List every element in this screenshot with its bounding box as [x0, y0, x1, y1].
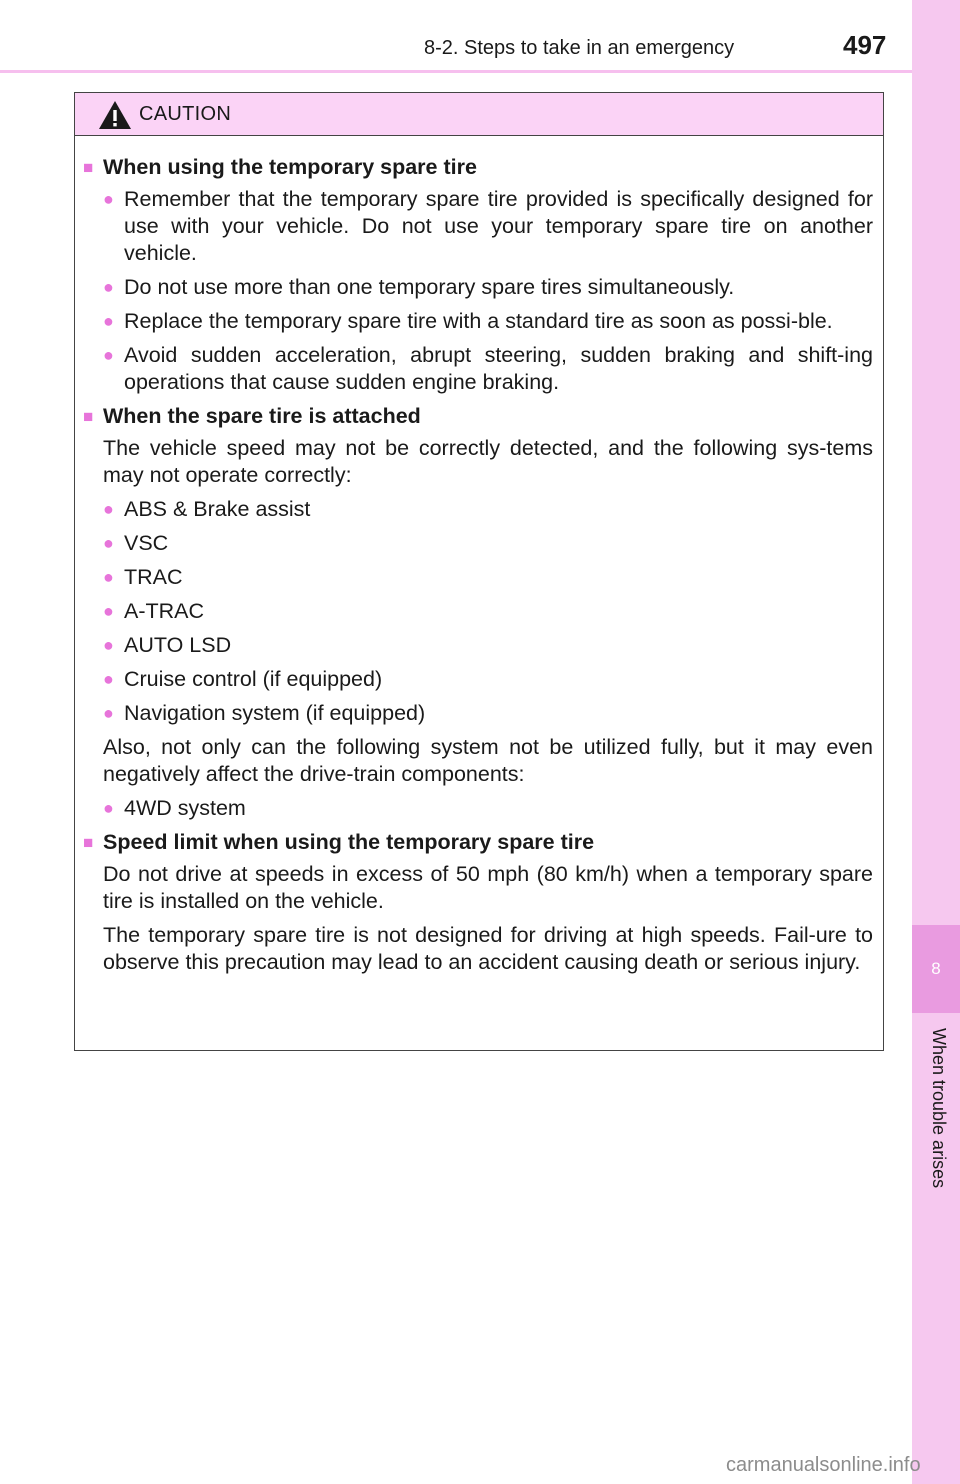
list-item-text: VSC	[124, 531, 169, 555]
list-item-text: Replace the temporary spare tire with a standard tire as soon as possi-ble.	[124, 309, 833, 333]
paragraph: Do not drive at speeds in excess of 50 mph (80 km/h) when a temporary spare tire is installed on the vehicle.	[103, 862, 873, 913]
square-bullet-icon: ■	[83, 158, 94, 177]
chapter-title: When trouble arises	[929, 1028, 949, 1189]
dot-bullet-icon: ●	[103, 189, 114, 209]
list-item-text: A-TRAC	[124, 599, 205, 623]
chapter-number: 8	[912, 925, 960, 1013]
list-item	[103, 342, 873, 396]
list-item-text: ABS & Brake assist	[124, 497, 311, 521]
section-heading-text: Speed limit when using the temporary spare tire	[103, 830, 595, 854]
paragraph: Also, not only can the following system not be utilized fully, but it may even negatively affect the drive-train components:	[103, 735, 873, 786]
list-item	[103, 564, 873, 591]
dot-bullet-icon: ●	[103, 669, 114, 689]
paragraph: The vehicle speed may not be correctly detected, and the following sys-tems may not operate correctly:	[103, 436, 873, 487]
list-item-text: 4WD system	[124, 796, 246, 820]
caution-body	[75, 136, 883, 976]
section-title: 8-2. Steps to take in an emergency	[424, 37, 735, 59]
dot-bullet-icon: ●	[103, 703, 114, 723]
dot-bullet-icon: ●	[103, 533, 114, 553]
list-item	[103, 308, 873, 335]
list-item-text: Cruise control (if equipped)	[124, 667, 383, 691]
dot-bullet-icon: ●	[103, 345, 114, 365]
section-heading	[83, 829, 873, 856]
list-item-text: Remember that the temporary spare tire provided is specifically designed for use with your vehicle. Do not use your temporary spare tire on another vehicle.	[124, 187, 873, 265]
section-heading	[83, 403, 873, 430]
section-heading-text: When using the temporary spare tire	[103, 155, 477, 179]
square-bullet-icon: ■	[83, 407, 94, 426]
dot-bullet-icon: ●	[103, 601, 114, 621]
chapter-side-tab	[912, 0, 960, 1484]
section-heading-text: When the spare tire is attached	[103, 404, 421, 428]
list-item	[103, 632, 873, 659]
list-item-text: AUTO LSD	[124, 633, 232, 657]
list-item	[103, 598, 873, 625]
watermark: carmanualsonline.info	[726, 1454, 921, 1476]
dot-bullet-icon: ●	[103, 635, 114, 655]
list-item	[103, 700, 873, 727]
square-bullet-icon: ■	[83, 833, 94, 852]
list-item	[103, 666, 873, 693]
caution-header	[75, 93, 883, 136]
list-item-text: Avoid sudden acceleration, abrupt steering, sudden braking and shift-ing operations that cause sudden engine braking.	[124, 343, 873, 394]
list-item	[103, 496, 873, 523]
list-item-text: Do not use more than one temporary spare tires simultaneously.	[124, 275, 735, 299]
section-heading	[83, 154, 873, 181]
header-rule	[0, 70, 912, 73]
dot-bullet-icon: ●	[103, 567, 114, 587]
list-item	[103, 274, 873, 301]
list-item-text: Navigation system (if equipped)	[124, 701, 426, 725]
page-number: 497	[843, 30, 887, 60]
dot-bullet-icon: ●	[103, 798, 114, 818]
list-item-text: TRAC	[124, 565, 183, 589]
dot-bullet-icon: ●	[103, 311, 114, 331]
list-item	[103, 795, 873, 822]
list-item	[103, 186, 873, 267]
caution-label: CAUTION	[139, 103, 232, 125]
paragraph: The temporary spare tire is not designed for driving at high speeds. Fail-ure to observe this precaution may lead to an accident causing death or serious injury.	[103, 923, 873, 974]
list-item	[103, 530, 873, 557]
dot-bullet-icon: ●	[103, 499, 114, 519]
dot-bullet-icon: ●	[103, 277, 114, 297]
caution-box	[74, 92, 884, 1051]
warning-triangle-icon	[97, 99, 133, 131]
